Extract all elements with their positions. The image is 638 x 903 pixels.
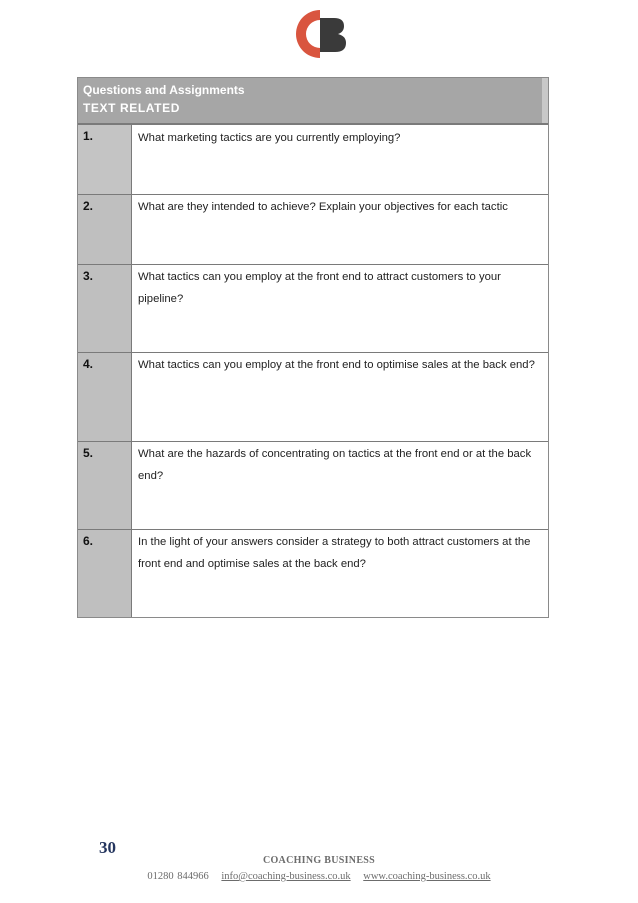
coaching-business-logo (290, 6, 350, 62)
table-row (78, 124, 548, 194)
footer-company-name: COACHING BUSINESS (262, 855, 376, 866)
page-number: 30 (99, 838, 116, 857)
header-subtitle: TEXT RELATED (83, 101, 180, 115)
table-row (78, 441, 548, 529)
question-text: What marketing tactics are you currently employing? (138, 132, 401, 144)
question-text: What tactics can you employ at the front end to attract customers to your pipeline? (138, 271, 501, 305)
table-row (78, 264, 548, 352)
question-number: 2. (78, 195, 132, 264)
question-number: 5. (78, 442, 132, 529)
table-row (78, 529, 548, 617)
footer-contact (0, 871, 638, 882)
table-row (78, 194, 548, 264)
question-text: In the light of your answers consider a strategy to both attract customers at the front end and optimise sales at the back end? (138, 536, 531, 570)
footer-website-link[interactable]: www.coaching-business.co.uk (363, 871, 491, 882)
question-number: 3. (78, 265, 132, 352)
footer-email-link[interactable]: info@coaching-business.co.uk (221, 871, 351, 882)
questions-table (77, 77, 549, 618)
header-title: Questions and Assignments (83, 83, 245, 97)
table-header (78, 78, 548, 124)
question-text: What are they intended to achieve? Explain your objectives for each tactic (138, 201, 508, 213)
footer-phone: 01280 844966 (147, 871, 209, 882)
logo-b-shape (320, 18, 346, 52)
question-number: 1. (78, 125, 132, 194)
question-number: 4. (78, 353, 132, 441)
table-row (78, 352, 548, 441)
question-text: What tactics can you employ at the front end to optimise sales at the back end? (138, 359, 535, 371)
logo-c-shape (296, 10, 320, 58)
header-band (542, 78, 548, 123)
question-text: What are the hazards of concentrating on tactics at the front end or at the back end? (138, 448, 532, 482)
question-number: 6. (78, 530, 132, 617)
